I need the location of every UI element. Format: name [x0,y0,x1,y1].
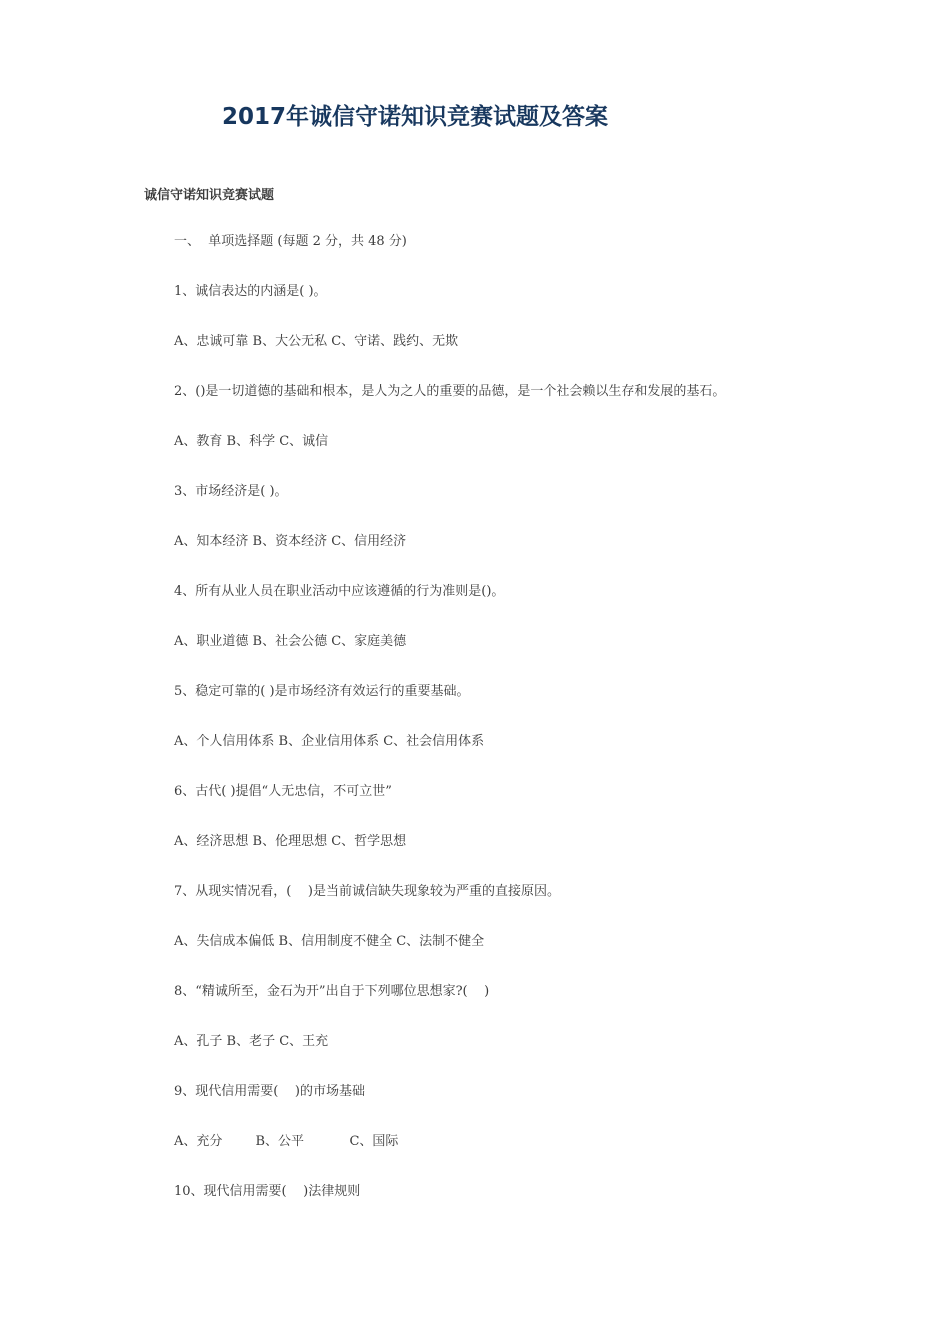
question-4: 4、所有从业人员在职业活动中应该遵循的行为准则是()。 [174,584,505,599]
question-9: 9、现代信用需要( )的市场基础 [174,1084,365,1099]
question-8: 8、“精诚所至，金石为开”出自于下列哪位思想家?( ) [174,984,490,999]
question-list [174,232,914,1232]
question-6: 6、古代( )提倡“人无忠信，不可立世” [174,784,392,799]
options-2: A、教育 B、科学 C、诚信 [174,434,329,449]
options-3: A、知本经济 B、资本经济 C、信用经济 [174,534,407,549]
document-title: 2017年诚信守诺知识竞赛试题及答案 [221,104,608,130]
section-heading: 诚信守诺知识竞赛试题 [144,188,275,203]
question-10: 10、现代信用需要( )法律规则 [174,1184,361,1199]
options-8: A、孔子 B、老子 C、王充 [174,1034,329,1049]
options-7: A、失信成本偏低 B、信用制度不健全 C、法制不健全 [174,934,485,949]
options-5: A、个人信用体系 B、企业信用体系 C、社会信用体系 [174,734,485,749]
question-7: 7、从现实情况看，( )是当前诚信缺失现象较为严重的直接原因。 [174,884,560,899]
options-6: A、经济思想 B、伦理思想 C、哲学思想 [174,834,407,849]
question-2: 2、()是一切道德的基础和根本，是人为之人的重要的品德，是一个社会赖以生存和发展的基石。 [174,384,726,399]
question-5: 5、稳定可靠的( )是市场经济有效运行的重要基础。 [174,684,470,699]
question-1: 1、诚信表达的内涵是( )。 [174,284,327,299]
question-3: 3、市场经济是( )。 [174,484,288,499]
options-4: A、职业道德 B、社会公德 C、家庭美德 [174,634,407,649]
options-1: A、忠诚可靠 B、大公无私 C、守诺、践约、无欺 [174,334,459,349]
options-9: A、充分 B、公平 C、国际 [174,1134,399,1149]
section-instruction: 一、 单项选择题 (每题 2 分，共 48 分) [174,234,407,249]
